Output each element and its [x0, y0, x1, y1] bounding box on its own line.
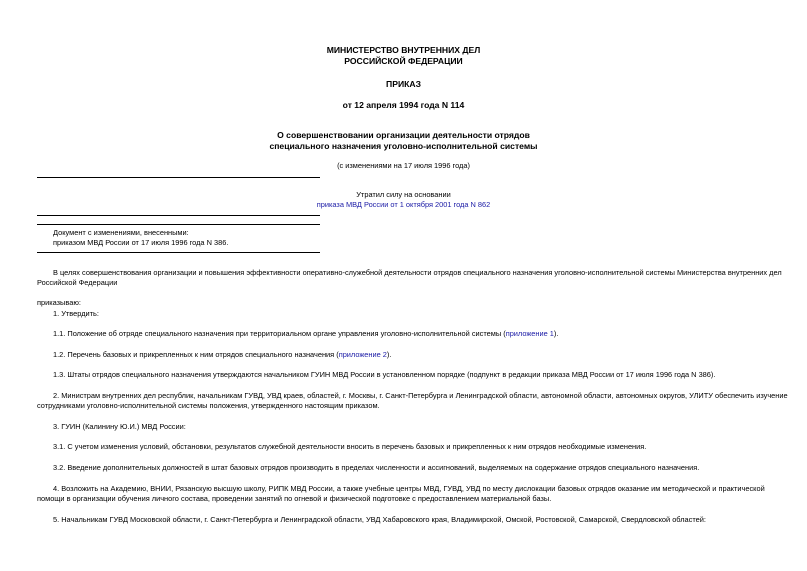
paragraph-3: 3. ГУИН (Калинину Ю.И.) МВД России: — [53, 422, 186, 431]
paragraph-1-1-end: ). — [553, 329, 559, 338]
paragraph-1-1 — [37, 329, 790, 338]
repeal-order-link[interactable]: приказа МВД России от 1 октября 2001 года N 862 — [316, 200, 491, 209]
orders-word: приказываю: — [37, 298, 81, 307]
paragraph-3-1: 3.1. С учетом изменения условий, обстановки, результатов служебной деятельности вносить в перечень базовых и прикрепленных к ним отрядов необходимые изменения. — [53, 442, 647, 451]
divider-line — [37, 215, 320, 216]
document-title-line2: специального назначения уголовно-исполнительной системы — [269, 141, 538, 151]
document-date: от 12 апреля 1994 года N 114 — [342, 100, 465, 110]
intro-line2: Российской Федерации — [37, 278, 118, 287]
paragraph-1: 1. Утвердить: — [53, 309, 99, 318]
paragraph-4-line2: помощи в организации обучения личного состава, проведении занятий по огневой и физической подготовке с предоставлением материальной базы. — [37, 494, 552, 503]
divider-line — [37, 224, 320, 225]
status-link-row — [0, 200, 807, 209]
status-text: Утратил силу на основании — [356, 190, 451, 199]
amendments-note: (с изменениями на 17 июля 1996 года) — [337, 161, 470, 170]
appendix-2-link[interactable]: приложение 2 — [338, 350, 387, 359]
paragraph-4-line1: 4. Возложить на Академию, ВНИИ, Рязанскую высшую школу, РИПК МВД России, а также учебные центры МВД, ГУВД, УВД по месту дислокации базовых отрядов оказание им методической и практической — [53, 484, 765, 493]
divider-line — [37, 177, 320, 178]
ministry-name-line2: РОССИЙСКОЙ ФЕДЕРАЦИИ — [344, 56, 463, 66]
ministry-name-line1: МИНИСТЕРСТВО ВНУТРЕННИХ ДЕЛ — [326, 45, 481, 55]
document-title-line1: О совершенствовании организации деятельности отрядов — [277, 130, 530, 140]
document-type: ПРИКАЗ — [386, 79, 421, 89]
paragraph-1-2 — [37, 350, 790, 359]
divider-line — [37, 252, 320, 253]
paragraph-1-3: 1.3. Штаты отрядов специального назначения утверждаются начальником ГУИН МВД России в установленном порядке (подпункт в редакции приказа МВД России от 17 июля 1996 года N 386). — [53, 370, 716, 379]
changes-line1: Документ с изменениями, внесенными: — [53, 228, 189, 237]
paragraph-1-1-text: 1.1. Положение об отряде специального назначения при территориальном органе управления уголовно-исполнительной системы ( — [53, 329, 506, 338]
paragraph-5: 5. Начальникам ГУВД Московской области, г. Санкт-Петербурга и Ленинградской области, УВД Хабаровского края, Владимирской, Омской, Ростовской, Самарской, Свердловской областей: — [53, 515, 706, 524]
paragraph-2-line2: сотрудниками уголовно-исполнительной системы положения, утвержденного настоящим приказом. — [37, 401, 380, 410]
appendix-1-link[interactable]: приложение 1 — [505, 329, 554, 338]
paragraph-1-2-text: 1.2. Перечень базовых и прикрепленных к ним отрядов специального назначения ( — [53, 350, 339, 359]
paragraph-1-2-end: ). — [386, 350, 392, 359]
intro-line1: В целях совершенствования организации и повышения эффективности оперативно-служебной деятельности отрядов специального назначения уголовно-исполнительной системы Министерства внутренних дел — [53, 268, 782, 277]
paragraph-3-2: 3.2. Введение дополнительных должностей в штат базовых отрядов производить в пределах численности и ассигнований, выделяемых на содержание отрядов специального назначения. — [53, 463, 700, 472]
changes-line2: приказом МВД России от 17 июля 1996 года N 386. — [53, 238, 229, 247]
paragraph-2-line1: 2. Министрам внутренних дел республик, начальникам ГУВД, УВД краев, областей, г. Москвы, г. Санкт-Петербурга и Ленинградской области, автономной области, автономных округов, УЛИТУ обеспечить изучение — [53, 391, 788, 400]
